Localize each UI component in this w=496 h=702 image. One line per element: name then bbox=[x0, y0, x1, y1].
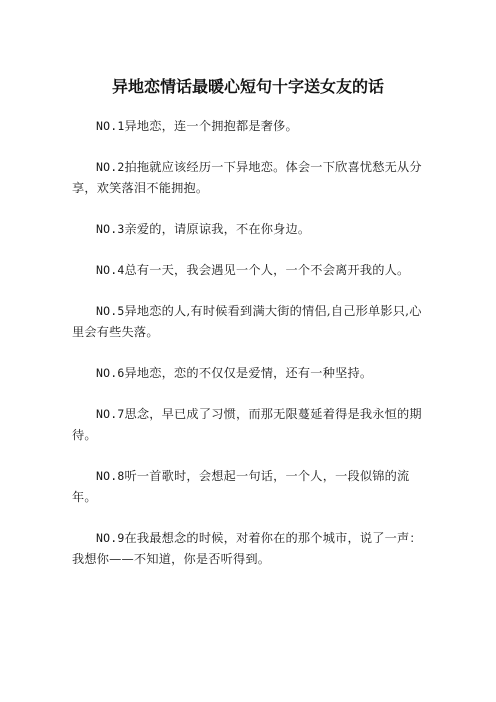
item-number: NO.3 bbox=[96, 222, 125, 236]
item-number: NO.2 bbox=[96, 160, 125, 174]
item-number: NO.9 bbox=[96, 531, 125, 545]
list-item bbox=[72, 363, 426, 384]
item-text: 异地恋的人,有时候看到满大街的情侣,自己形单影只,心里会有些失落。 bbox=[72, 304, 422, 339]
item-number: NO.8 bbox=[96, 469, 125, 483]
item-number: NO.5 bbox=[96, 304, 125, 318]
item-text: 在我最想念的时候，对着你在的那个城市，说了一声：我想你——不知道，你是否听得到。 bbox=[72, 531, 422, 566]
list-item bbox=[72, 528, 426, 570]
list-item bbox=[72, 219, 426, 240]
list-item bbox=[72, 466, 426, 508]
list-item bbox=[72, 157, 426, 199]
item-number: NO.4 bbox=[96, 263, 125, 277]
item-text: 异地恋，恋的不仅仅是爱情，还有一种坚持。 bbox=[124, 366, 373, 380]
item-text: 思念，早已成了习惯，而那无限蔓延着得是我永恒的期待。 bbox=[72, 407, 422, 442]
item-text: 总有一天，我会遇见一个人，一个不会离开我的人。 bbox=[124, 263, 410, 277]
item-text: 亲爱的，请原谅我，不在你身边。 bbox=[124, 222, 311, 236]
list-item bbox=[72, 116, 426, 137]
item-number: NO.1 bbox=[96, 119, 125, 133]
list-item bbox=[72, 404, 426, 446]
list-item bbox=[72, 260, 426, 281]
document-title: 异地恋情话最暖心短句十字送女友的话 bbox=[111, 77, 384, 96]
item-number: NO.6 bbox=[96, 366, 125, 380]
item-text: 异地恋，连一个拥抱都是奢侈。 bbox=[124, 119, 298, 133]
item-number: NO.7 bbox=[96, 407, 125, 421]
list-item bbox=[72, 301, 426, 343]
document-body bbox=[72, 116, 426, 590]
item-text: 拍拖就应该经历一下异地恋。体会一下欣喜忧愁无从分享，欢笑落泪不能拥抱。 bbox=[72, 160, 422, 195]
item-text: 听一首歌时，会想起一句话，一个人，一段似锦的流年。 bbox=[72, 469, 410, 504]
